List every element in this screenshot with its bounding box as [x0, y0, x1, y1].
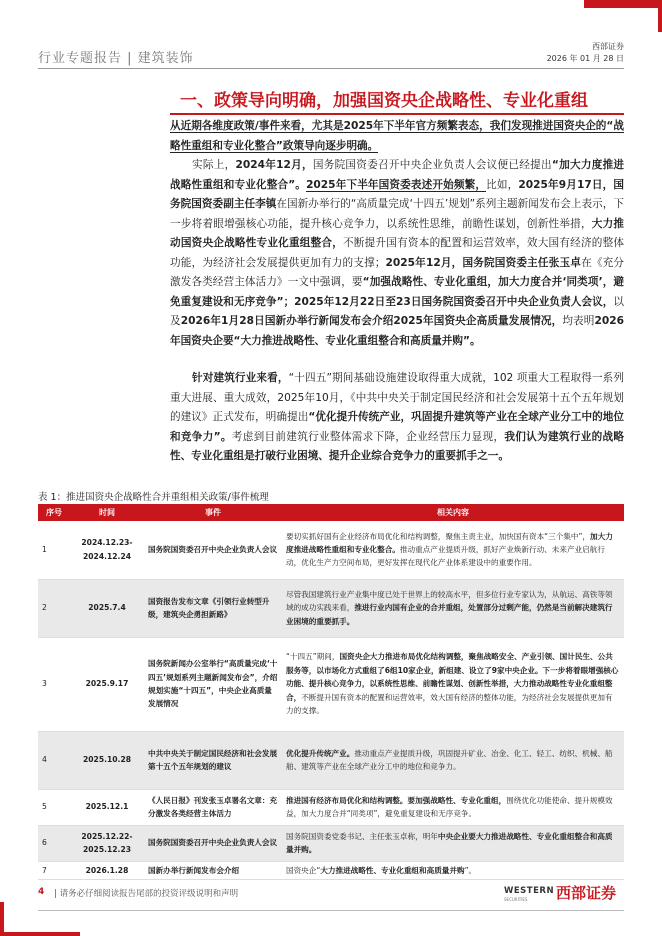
- header-company: 西部证券: [592, 42, 624, 51]
- cell-no: 5: [38, 789, 70, 825]
- cell-no: 2: [38, 579, 70, 637]
- paragraph-policy: [170, 156, 624, 351]
- text-bold: 2026年1月28日国新办举行新闻发布会介绍2025年国资央企高质量发展情况，: [180, 315, 563, 327]
- text-bold: 2025年12月，国务院国资委主任张玉卓: [385, 256, 582, 269]
- text-bold: 2024年12月，: [235, 159, 313, 171]
- cell-event: 国务院国资委召开中央企业负责人会议: [144, 521, 282, 579]
- table-row: [38, 579, 624, 637]
- cell-no: 3: [38, 637, 70, 731]
- cell-date: 2025.7.4: [70, 579, 144, 637]
- summary-part-b: 我们发现推进国资央企的“战略性重组和专业化整合”政策导向逐步明确。: [170, 120, 624, 152]
- text-bold: “优化提升传统产业，巩固提升建筑等产业在全球产业分工中的地位和竞争力”。: [170, 411, 624, 443]
- corner-accent-top-vertical: [658, 0, 662, 32]
- content-run: 推动重点产业提质升级，巩固提升矿业、冶金、化工、轻工、纺织、机械、船舶、建筑等产业在全球产业分工中的地位和竞争力。: [286, 748, 613, 771]
- header-divider: [38, 68, 624, 69]
- content-run: ”。: [464, 865, 477, 875]
- content-bold: 大力推进战略性、专业化重组和高质量并购: [320, 865, 465, 875]
- table-row: [38, 637, 624, 731]
- text-run: 实际上，: [192, 159, 236, 171]
- cell-no: 7: [38, 861, 70, 879]
- company-logo: [504, 880, 624, 906]
- summary-part-a: 从近期各维度政策/事件来看，尤其是2025年下半年官方频繁表态，: [170, 120, 490, 132]
- text-bold: “加强战略性、专业化重组，加大力度合并‘同类项’，避免重复建设和无序竞争”；2025年12月22日至23日国务院国资委召开中央企业负责人会议，: [170, 276, 625, 308]
- cell-date: 2026.1.28: [70, 861, 144, 879]
- cell-event: 国资报告发布文章《引领行业转型升级，建筑央企勇担新路》: [144, 579, 282, 637]
- cell-date: 2024.12.23-2024.12.24: [70, 521, 144, 579]
- table-header-row: [38, 504, 624, 521]
- content-bold: 加大力度推进战略性重组和专业化整合。: [286, 531, 613, 555]
- text-run: 均表明: [562, 315, 595, 327]
- table-row: [38, 825, 624, 861]
- header-event: 事件: [144, 504, 282, 521]
- cell-content: [282, 861, 624, 879]
- text-run: 不断提升国有资本的配置和运营效率，效大国有经济的整体功能，为经济社会发展提供更加有力的支撑；: [170, 237, 625, 269]
- cell-content: [282, 579, 624, 637]
- header-meta: [547, 41, 624, 65]
- cell-no: 6: [38, 825, 70, 861]
- cell-event: 中共中央关于制定国民经济和社会发展第十五个五年规划的建议: [144, 731, 282, 789]
- cell-date: 2025.12.22-2025.12.23: [70, 825, 144, 861]
- text-bold: “加大力度推进战略性重组和专业化整合”。: [170, 159, 625, 191]
- section-title-underline: [170, 113, 624, 115]
- header-date: 2026 年 01 月 28 日: [546, 54, 624, 63]
- corner-accent-top: [584, 0, 662, 8]
- text-run: 比如，: [486, 178, 519, 191]
- content-bold: 推进行业内国有企业的合并重组，处置部分过剩产能，仍然是当前解决建筑行业困境的重要抓手。: [286, 603, 613, 626]
- table-caption: 表 1：推进国资央企战略性合并重组相关政策/事件梳理: [38, 492, 269, 503]
- content-bold: 国资央企大力推进布局优化结构调整，聚焦战略安全、产业引领、国计民生、公共服务等，以市场化方式重组了6组10家企业，新组建、设立了9家中央企业。下一步将着眼增强核心功能、提升核心竞争力，以系统性思维、前瞻性谋划、创新性举措，大力推动战略性专业化重组整合，: [286, 652, 619, 702]
- text-run: 在国新办举行的“高质量完成‘十四五’规划”系列主题新闻发布会上表示，下一步将着眼增强核心功能，提升核心竞争力，以系统性思维，前瞻性谋划，创新性举措，: [170, 198, 625, 230]
- footer-disclaimer: | 请务必仔细阅读报告尾部的投资评级说明和声明: [54, 889, 239, 899]
- section-title: 一、政策导向明确，加强国资央企战略性、专业化重组: [180, 91, 588, 111]
- cell-content: [282, 789, 624, 825]
- table-row: [38, 861, 624, 879]
- table-row: [38, 731, 624, 789]
- logo-chinese: 西部证券: [556, 884, 617, 902]
- header-no: 序号: [38, 504, 70, 521]
- cell-date: 2025.12.1: [70, 789, 144, 825]
- corner-accent-bottom-horizontal: [0, 932, 80, 936]
- content-run: “十四五”期间，: [286, 652, 340, 662]
- text-bold: 大力推动国资央企战略性专业化重组整合，: [170, 217, 625, 249]
- content-bold: 优化提升传统产业。: [286, 748, 355, 758]
- cell-date: 2025.10.28: [70, 731, 144, 789]
- text-run: 以及: [170, 295, 624, 327]
- cell-content: [282, 637, 624, 731]
- text-run: 在《充分激发各类经营主体活力》一文中强调，要: [170, 256, 625, 288]
- text-bold: 我们认为建筑行业的战略性、专业化重组是打破行业困境、提升企业综合竞争力的重要抓手之一。: [170, 430, 624, 462]
- text-bold: 2026年国资央企要“大力推进战略性、专业化重组整合和高质量并购”。: [170, 315, 624, 347]
- logo-english-sub: SECURITIES: [504, 897, 528, 902]
- cell-event: 国务院新闻办公室举行“高质量完成‘十四五’规划系列主题新闻发布会”，介绍规划实施“十四五”，中央企业高质量发展情况: [144, 637, 282, 731]
- cell-event: 国新办举行新闻发布会介绍: [144, 861, 282, 879]
- content-bold: 中央企业要大力推进战略性、专业化重组整合和高质量并购。: [286, 831, 613, 854]
- cell-no: 4: [38, 731, 70, 789]
- cell-event: 国务院国资委召开中央企业负责人会议: [144, 825, 282, 861]
- text-bold-underline: 2025年下半年国资委表述开始频繁，: [306, 178, 487, 191]
- content-run: 不断提升国有资本的配置和运营效率，效大国有经济的整体功能，为经济社会发展提供更加有力的支撑。: [286, 692, 613, 716]
- text-bold: 针对建筑行业来看，: [192, 372, 289, 384]
- header-report-type: 行业专题报告 | 建筑装饰: [38, 51, 194, 66]
- cell-content: [282, 825, 624, 861]
- paragraph-construction: [170, 369, 624, 467]
- page-number: 4: [38, 887, 45, 897]
- cell-date: 2025.9.17: [70, 637, 144, 731]
- text-run: “十四五”期间基础设施建设取得重大成就，102 项重大工程取得一系列重大进展、重大成效，2025年10月，《中共中央关于制定国民经济和社会发展第十五个五年规划的建议》正式发布，明确提出: [170, 372, 625, 423]
- text-run: 国务院国资委召开中央企业负责人会议便已经提出: [312, 159, 552, 171]
- cell-event: 《人民日报》刊发张玉卓署名文章：充分激发各类经营主体活力: [144, 789, 282, 825]
- cell-content: [282, 521, 624, 579]
- text-run: 考虑到目前建筑行业整体需求下降，企业经营压力显现，: [231, 430, 505, 443]
- corner-accent-bottom: [0, 902, 4, 936]
- content-run: 要切实抓好国有企业经济布局优化和结构调整，聚焦主责主业，加快国有资本“三个集中”，: [286, 531, 591, 541]
- table-row: [38, 521, 624, 579]
- cell-no: 1: [38, 521, 70, 579]
- text-bold: 2025年9月17日，国务院国资委副主任李镇: [170, 178, 625, 210]
- content-run: 围绕优化功能使命、提升规模效益，加大力度合并“同类项”，避免重复建设和无序竞争。: [286, 795, 613, 818]
- content-run: 推动重点产业提质升级，抓好产业焕新行动、未来产业启航行动，优化生产力空间布局，更好发挥在现代化产业体系建设中的重要作用。: [286, 545, 605, 568]
- content-bold: 推进国有经济布局优化和结构调整。要加强战略性、专业化重组，: [286, 795, 507, 805]
- paragraph-summary: [170, 117, 624, 156]
- table-row: [38, 789, 624, 825]
- policy-table: [38, 504, 624, 880]
- footer-divider: [38, 910, 624, 911]
- content-run: 国资央企“: [286, 865, 321, 875]
- content-run: 国务院国资委党委书记、主任张玉卓称，明年: [286, 831, 438, 841]
- cell-content: [282, 731, 624, 789]
- content-run: 尽管我国建筑行业产业集中度已处于世界上的较高水平，但多位行业专家认为，从航运、高铁等领域的成功实践来看，: [286, 589, 613, 613]
- header-date: 时间: [70, 504, 144, 521]
- logo-english: WESTERN: [504, 886, 555, 896]
- header-content: 相关内容: [282, 504, 624, 521]
